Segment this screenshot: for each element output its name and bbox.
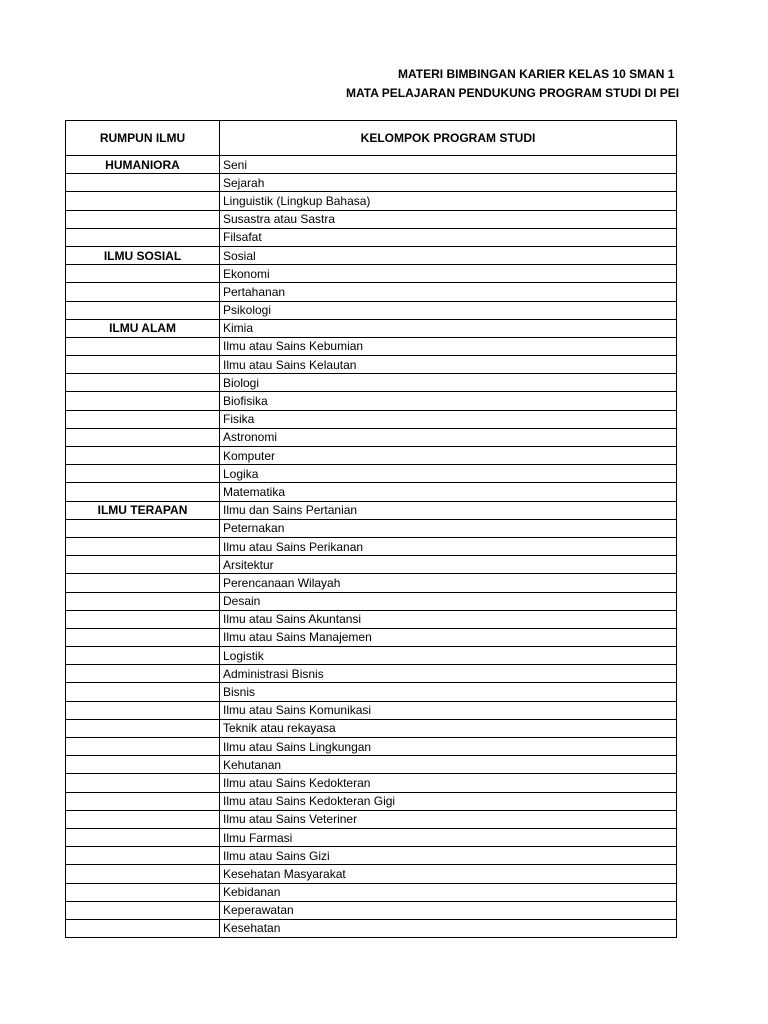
- program-studi-cell: Kesehatan: [220, 919, 677, 937]
- rumpun-ilmu-cell: [66, 556, 220, 574]
- table-row: [66, 810, 677, 828]
- table-row: [66, 483, 677, 501]
- table-row: [66, 665, 677, 683]
- table-row: [66, 501, 677, 519]
- table-row: [66, 847, 677, 865]
- table-row: [66, 901, 677, 919]
- program-studi-cell: Ilmu atau Sains Komunikasi: [220, 701, 677, 719]
- program-studi-cell: Administrasi Bisnis: [220, 665, 677, 683]
- program-studi-cell: Komputer: [220, 447, 677, 465]
- table-row: [66, 519, 677, 537]
- rumpun-ilmu-cell: [66, 610, 220, 628]
- table-row: [66, 156, 677, 174]
- rumpun-ilmu-cell: ILMU TERAPAN: [66, 501, 220, 519]
- program-studi-cell: Ilmu atau Sains Akuntansi: [220, 610, 677, 628]
- rumpun-ilmu-cell: [66, 883, 220, 901]
- table-row: [66, 738, 677, 756]
- program-studi-cell: Linguistik (Lingkup Bahasa): [220, 192, 677, 210]
- program-studi-cell: Seni: [220, 156, 677, 174]
- document-title: MATERI BIMBINGAN KARIER KELAS 10 SMAN 1: [398, 67, 675, 81]
- table-row: [66, 774, 677, 792]
- rumpun-ilmu-cell: HUMANIORA: [66, 156, 220, 174]
- table-row: [66, 410, 677, 428]
- rumpun-ilmu-cell: [66, 628, 220, 646]
- program-studi-cell: Ilmu atau Sains Manajemen: [220, 628, 677, 646]
- rumpun-ilmu-cell: [66, 792, 220, 810]
- program-studi-cell: Biologi: [220, 374, 677, 392]
- rumpun-ilmu-cell: [66, 828, 220, 846]
- rumpun-ilmu-cell: [66, 392, 220, 410]
- table-header-row: [66, 121, 677, 156]
- rumpun-ilmu-cell: ILMU ALAM: [66, 319, 220, 337]
- rumpun-ilmu-cell: [66, 356, 220, 374]
- header-kelompok-program-studi: KELOMPOK PROGRAM STUDI: [220, 121, 677, 156]
- program-studi-cell: Sosial: [220, 246, 677, 264]
- program-studi-cell: Kimia: [220, 319, 677, 337]
- rumpun-ilmu-cell: [66, 574, 220, 592]
- program-studi-cell: Perencanaan Wilayah: [220, 574, 677, 592]
- table-row: [66, 592, 677, 610]
- rumpun-ilmu-cell: [66, 283, 220, 301]
- rumpun-ilmu-cell: [66, 428, 220, 446]
- table-row: [66, 265, 677, 283]
- table-row: [66, 465, 677, 483]
- rumpun-ilmu-cell: [66, 683, 220, 701]
- table-row: [66, 756, 677, 774]
- rumpun-ilmu-cell: [66, 301, 220, 319]
- table-row: [66, 447, 677, 465]
- rumpun-ilmu-cell: ILMU SOSIAL: [66, 246, 220, 264]
- rumpun-ilmu-cell: [66, 410, 220, 428]
- table-row: [66, 356, 677, 374]
- rumpun-ilmu-cell: [66, 901, 220, 919]
- program-studi-cell: Pertahanan: [220, 283, 677, 301]
- rumpun-ilmu-cell: [66, 701, 220, 719]
- table-row: [66, 301, 677, 319]
- program-studi-cell: Sejarah: [220, 174, 677, 192]
- rumpun-ilmu-cell: [66, 919, 220, 937]
- program-studi-cell: Biofisika: [220, 392, 677, 410]
- rumpun-ilmu-cell: [66, 847, 220, 865]
- table-body: [66, 156, 677, 938]
- document-subtitle: MATA PELAJARAN PENDUKUNG PROGRAM STUDI DI PEI: [346, 86, 680, 100]
- table-row: [66, 283, 677, 301]
- table-row: [66, 719, 677, 737]
- rumpun-ilmu-cell: [66, 537, 220, 555]
- program-studi-cell: Ilmu atau Sains Kebumian: [220, 337, 677, 355]
- table-row: [66, 246, 677, 264]
- program-studi-cell: Ilmu atau Sains Kelautan: [220, 356, 677, 374]
- program-studi-cell: Ilmu atau Sains Lingkungan: [220, 738, 677, 756]
- program-studi-cell: Kebidanan: [220, 883, 677, 901]
- program-studi-table: [65, 120, 677, 938]
- table-row: [66, 574, 677, 592]
- table-row: [66, 701, 677, 719]
- rumpun-ilmu-cell: [66, 756, 220, 774]
- table-row: [66, 192, 677, 210]
- rumpun-ilmu-cell: [66, 265, 220, 283]
- table-row: [66, 919, 677, 937]
- program-studi-cell: Kesehatan Masyarakat: [220, 865, 677, 883]
- program-studi-cell: Desain: [220, 592, 677, 610]
- table-row: [66, 319, 677, 337]
- program-studi-cell: Psikologi: [220, 301, 677, 319]
- program-studi-cell: Ilmu atau Sains Gizi: [220, 847, 677, 865]
- table-row: [66, 210, 677, 228]
- program-studi-cell: Logika: [220, 465, 677, 483]
- program-studi-cell: Ekonomi: [220, 265, 677, 283]
- rumpun-ilmu-cell: [66, 447, 220, 465]
- rumpun-ilmu-cell: [66, 647, 220, 665]
- table-row: [66, 792, 677, 810]
- program-studi-cell: Filsafat: [220, 228, 677, 246]
- program-studi-cell: Ilmu atau Sains Veteriner: [220, 810, 677, 828]
- table-row: [66, 174, 677, 192]
- table-row: [66, 537, 677, 555]
- header-rumpun-ilmu: RUMPUN ILMU: [66, 121, 220, 156]
- rumpun-ilmu-cell: [66, 865, 220, 883]
- program-studi-cell: Peternakan: [220, 519, 677, 537]
- rumpun-ilmu-cell: [66, 174, 220, 192]
- program-studi-cell: Ilmu atau Sains Kedokteran: [220, 774, 677, 792]
- program-studi-cell: Fisika: [220, 410, 677, 428]
- program-studi-cell: Logistik: [220, 647, 677, 665]
- table-row: [66, 556, 677, 574]
- rumpun-ilmu-cell: [66, 519, 220, 537]
- rumpun-ilmu-cell: [66, 337, 220, 355]
- rumpun-ilmu-cell: [66, 374, 220, 392]
- table-row: [66, 374, 677, 392]
- program-studi-cell: Arsitektur: [220, 556, 677, 574]
- table-row: [66, 228, 677, 246]
- table-row: [66, 647, 677, 665]
- rumpun-ilmu-cell: [66, 210, 220, 228]
- table-row: [66, 828, 677, 846]
- program-studi-cell: Ilmu Farmasi: [220, 828, 677, 846]
- program-studi-cell: Ilmu atau Sains Kedokteran Gigi: [220, 792, 677, 810]
- rumpun-ilmu-cell: [66, 810, 220, 828]
- rumpun-ilmu-cell: [66, 465, 220, 483]
- rumpun-ilmu-cell: [66, 228, 220, 246]
- program-studi-cell: Matematika: [220, 483, 677, 501]
- table-row: [66, 392, 677, 410]
- table-row: [66, 610, 677, 628]
- rumpun-ilmu-cell: [66, 192, 220, 210]
- program-studi-cell: Bisnis: [220, 683, 677, 701]
- table-row: [66, 337, 677, 355]
- program-studi-cell: Astronomi: [220, 428, 677, 446]
- table-row: [66, 428, 677, 446]
- program-studi-cell: Kehutanan: [220, 756, 677, 774]
- program-studi-cell: Keperawatan: [220, 901, 677, 919]
- rumpun-ilmu-cell: [66, 483, 220, 501]
- table-row: [66, 628, 677, 646]
- program-studi-cell: Susastra atau Sastra: [220, 210, 677, 228]
- table-row: [66, 883, 677, 901]
- program-studi-cell: Ilmu dan Sains Pertanian: [220, 501, 677, 519]
- rumpun-ilmu-cell: [66, 738, 220, 756]
- rumpun-ilmu-cell: [66, 592, 220, 610]
- table-row: [66, 865, 677, 883]
- table-row: [66, 683, 677, 701]
- program-studi-cell: Ilmu atau Sains Perikanan: [220, 537, 677, 555]
- rumpun-ilmu-cell: [66, 665, 220, 683]
- program-studi-cell: Teknik atau rekayasa: [220, 719, 677, 737]
- rumpun-ilmu-cell: [66, 774, 220, 792]
- rumpun-ilmu-cell: [66, 719, 220, 737]
